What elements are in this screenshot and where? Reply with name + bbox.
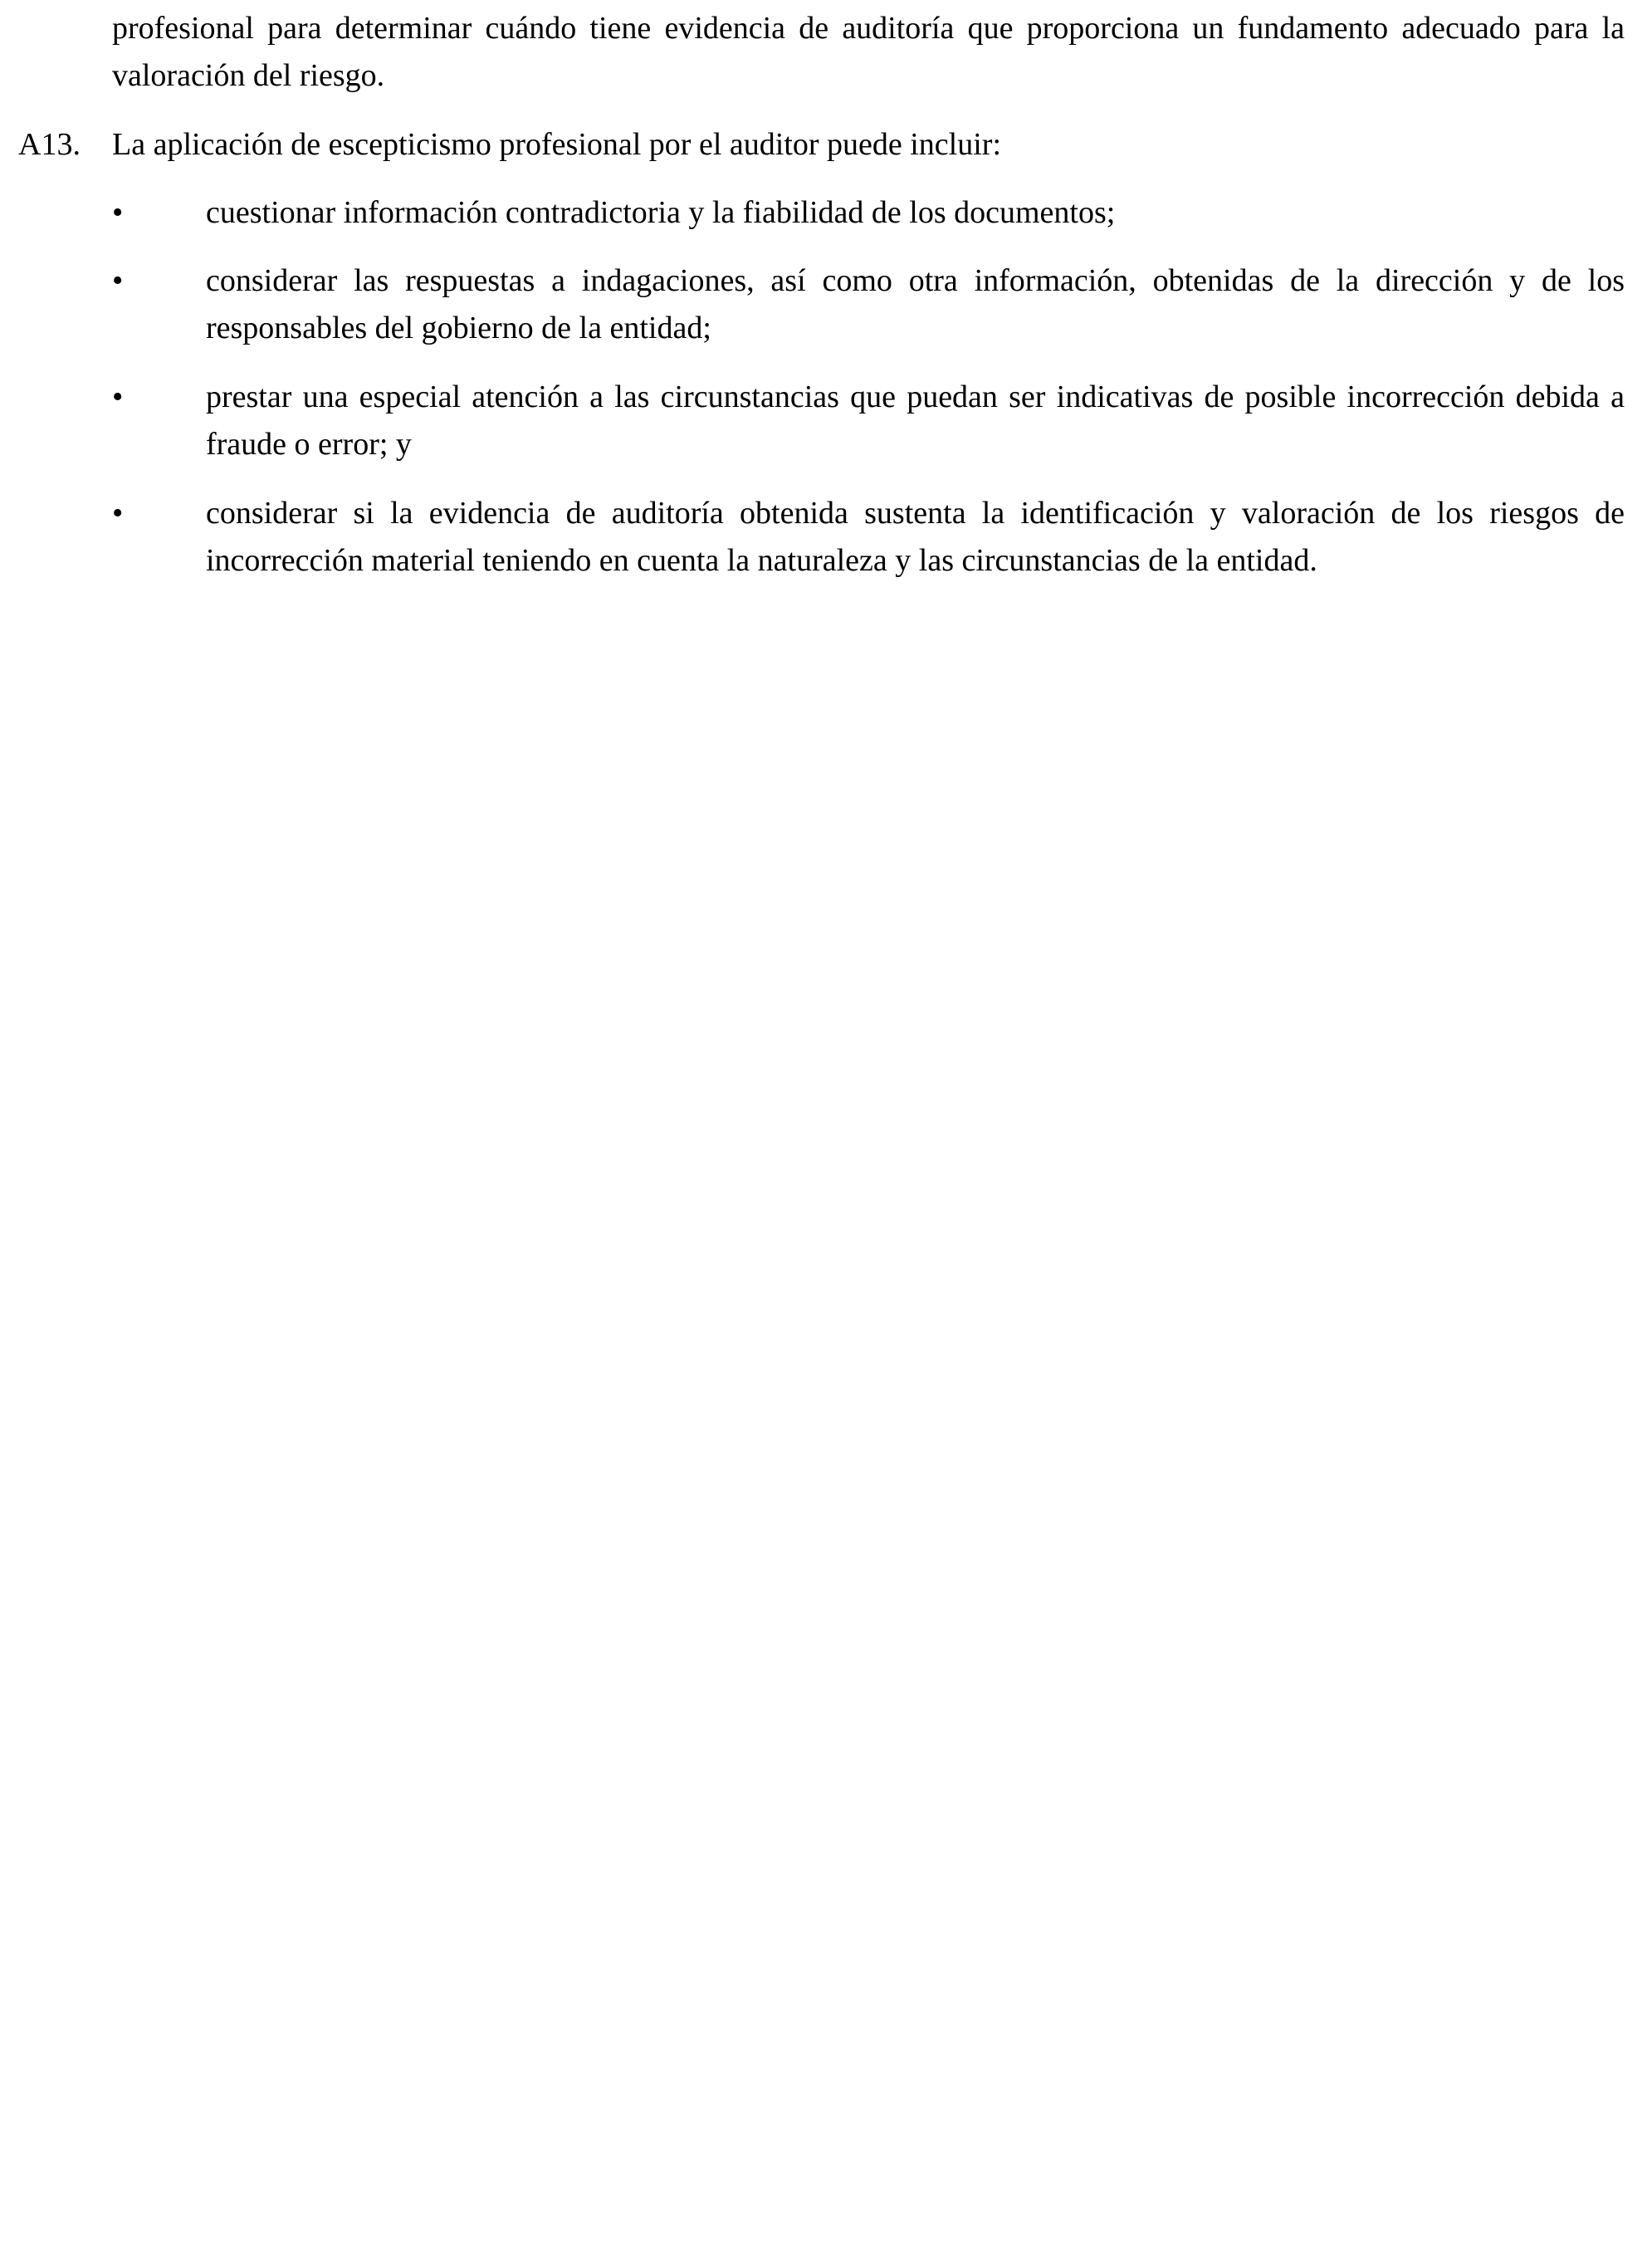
- bullet-item-1: cuestionar información contradictoria y la fiabilidad de los documentos;: [206, 195, 1116, 230]
- bullet-symbol: •: [112, 195, 124, 230]
- bullet-item-3: prestar una especial atención a las circunstancias que puedan ser indicativas de posible incorrección debida a fraude o error; y: [206, 379, 1625, 462]
- continuation-paragraph: profesional para determinar cuándo tiene evidencia de auditoría que proporciona un fundamento adecuado para la valoración del riesgo.: [112, 11, 1625, 93]
- bullet-symbol: •: [112, 379, 124, 414]
- paragraph-intro: La aplicación de escepticismo profesional por el auditor puede incluir:: [112, 127, 1001, 162]
- bullet-item-2: considerar las respuestas a indagaciones, así como otra información, obtenidas de la dirección y de los responsables del gobierno de la entidad;: [206, 263, 1625, 345]
- paragraph-number: A13.: [18, 127, 81, 162]
- bullet-symbol: •: [112, 263, 124, 298]
- bullet-symbol: •: [112, 496, 124, 531]
- bullet-item-4: considerar si la evidencia de auditoría obtenida sustenta la identificación y valoración de los riesgos de incorrección material teniendo en cuenta la naturaleza y las circunstancias de la entidad.: [206, 496, 1625, 578]
